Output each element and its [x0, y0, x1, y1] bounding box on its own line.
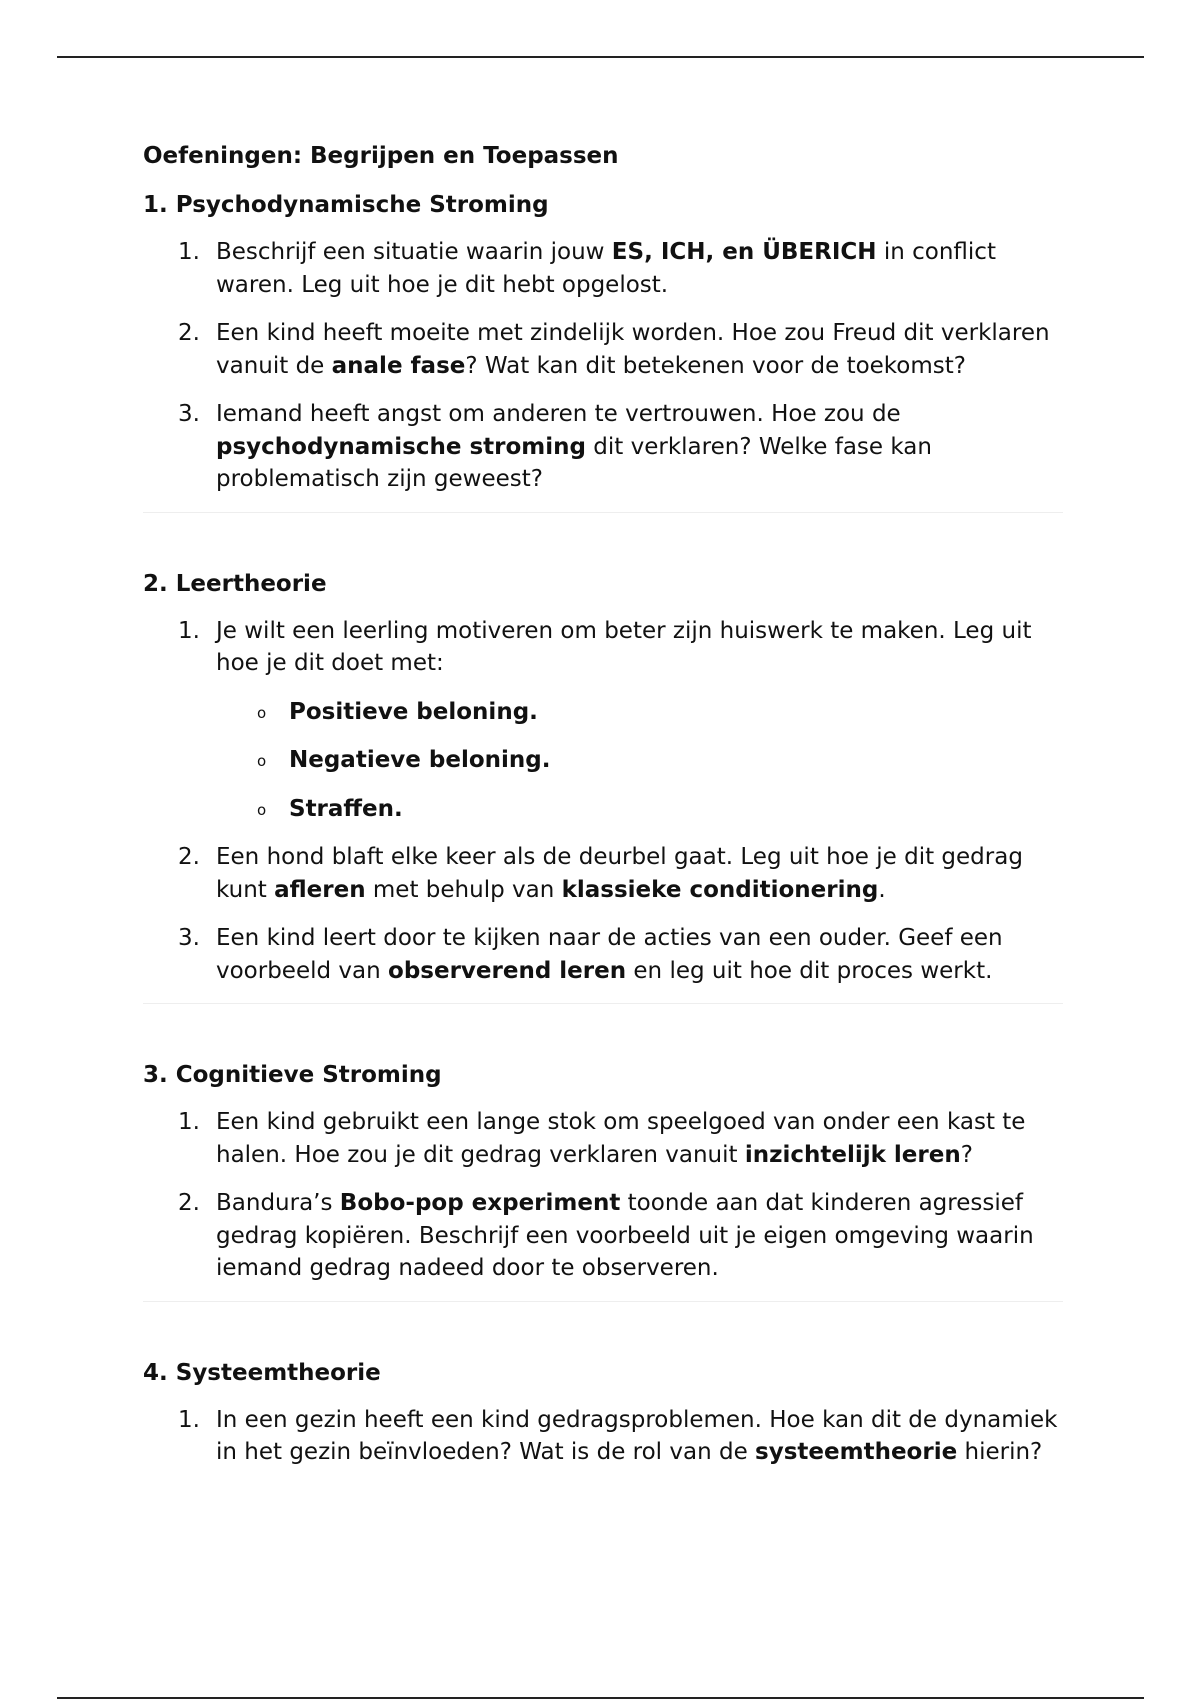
question-list: [143, 236, 1063, 496]
question-list: [143, 615, 1063, 988]
question-number: 1.: [178, 239, 200, 265]
section-spacer: [143, 1302, 1063, 1357]
section-heading: 4. Systeemtheorie: [143, 1359, 381, 1386]
sub-list-item: [216, 744, 1063, 777]
question-text: Je wilt een leerling motiveren om beter zijn huiswerk te maken. Leg uit hoe je dit doet met:: [216, 617, 1032, 676]
question-number: 3.: [178, 925, 200, 951]
sub-item-label: Positieve beloning.: [289, 698, 538, 725]
question-text: met behulp van: [365, 876, 562, 903]
sub-list-item: [216, 696, 1063, 729]
sub-item-label: Negatieve beloning.: [289, 747, 551, 773]
question-number: 1.: [178, 617, 200, 644]
question-text: ? Wat kan dit betekenen voor de toekomst?: [465, 352, 966, 379]
section-heading: 3. Cognitieve Stroming: [143, 1062, 442, 1088]
circle-bullet-icon: o: [257, 703, 267, 722]
question-text: Beschrijf een situatie waarin jouw: [216, 239, 612, 265]
question-emphasis: ES, ICH, en ÜBERICH: [611, 239, 877, 265]
document-title: Oefeningen: Begrijpen en Toepassen: [143, 143, 619, 169]
question-text: Een kind heeft moeite met zindelijk worden. Hoe zou Freud dit verklaren vanuit de: [216, 320, 1050, 379]
question-text: Iemand heeft angst om anderen te vertrouwen. Hoe zou de: [216, 401, 901, 427]
section-spacer: [143, 513, 1063, 568]
question-text: Een kind leert door te kijken naar de acties van een ouder. Geef een voorbeeld van: [216, 925, 1003, 984]
section-heading: 2. Leertheorie: [143, 570, 327, 597]
section-spacer: [143, 1004, 1063, 1059]
question-text: In een gezin heeft een kind gedragsproblemen. Hoe kan dit de dynamiek in het gezin beïnvloeden? Wat is de rol van de: [216, 1406, 1058, 1465]
question-item: [143, 398, 1063, 496]
page-bottom-rule: [57, 1697, 1144, 1699]
question-text: en leg uit hoe dit proces werkt.: [626, 957, 993, 984]
question-number: 2.: [178, 320, 200, 346]
question-item: [143, 615, 1063, 826]
question-emphasis: afleren: [274, 876, 366, 903]
sub-item-label: Straffen.: [289, 795, 403, 822]
question-item: [143, 317, 1063, 382]
sub-list-item: [216, 793, 1063, 826]
question-emphasis: Bobo-pop experiment: [339, 1190, 621, 1216]
question-text: toonde aan dat kinderen agressief gedrag kopiëren. Beschrijf een voorbeeld uit je eigen omgeving waarin iemand gedrag nadeed door te observeren.: [216, 1190, 1034, 1281]
question-text: dit verklaren? Welke fase kan problematisch zijn geweest?: [216, 433, 932, 492]
question-emphasis: anale fase: [331, 352, 466, 379]
question-text: Een hond blaft elke keer als de deurbel gaat. Leg uit hoe je dit gedrag kunt: [216, 844, 1023, 903]
page-top-rule: [57, 56, 1144, 58]
question-list: [143, 1404, 1063, 1469]
circle-bullet-icon: o: [257, 752, 267, 770]
question-emphasis: klassieke conditionering: [561, 876, 879, 903]
question-text: ?: [960, 1141, 973, 1168]
question-number: 1.: [178, 1406, 200, 1433]
sections-container: [143, 189, 1063, 1469]
question-text: Een kind gebruikt een lange stok om speelgoed van onder een kast te halen. Hoe zou je dit gedrag verklaren vanuit: [216, 1109, 1026, 1168]
question-item: [143, 236, 1063, 301]
question-item: [143, 841, 1063, 906]
sub-list: [216, 696, 1063, 826]
question-text: Bandura’s: [216, 1190, 340, 1216]
question-emphasis: psychodynamische stroming: [216, 433, 586, 460]
question-text: .: [878, 876, 886, 903]
question-item: [143, 922, 1063, 987]
circle-bullet-icon: o: [257, 800, 267, 819]
question-text: hierin?: [957, 1439, 1043, 1465]
document-body: [143, 140, 1063, 1485]
question-emphasis: observerend leren: [388, 957, 627, 984]
section-heading: 1. Psychodynamische Stroming: [143, 192, 549, 218]
question-emphasis: systeemtheorie: [755, 1439, 958, 1465]
question-item: [143, 1404, 1063, 1469]
question-text: in conflict waren. Leg uit hoe je dit hebt opgelost.: [216, 239, 996, 298]
question-number: 3.: [178, 401, 200, 427]
question-number: 2.: [178, 1190, 200, 1216]
question-number: 2.: [178, 844, 200, 870]
question-list: [143, 1106, 1063, 1285]
question-item: [143, 1106, 1063, 1171]
question-emphasis: inzichtelijk leren: [744, 1141, 961, 1168]
question-item: [143, 1187, 1063, 1285]
question-number: 1.: [178, 1109, 200, 1135]
